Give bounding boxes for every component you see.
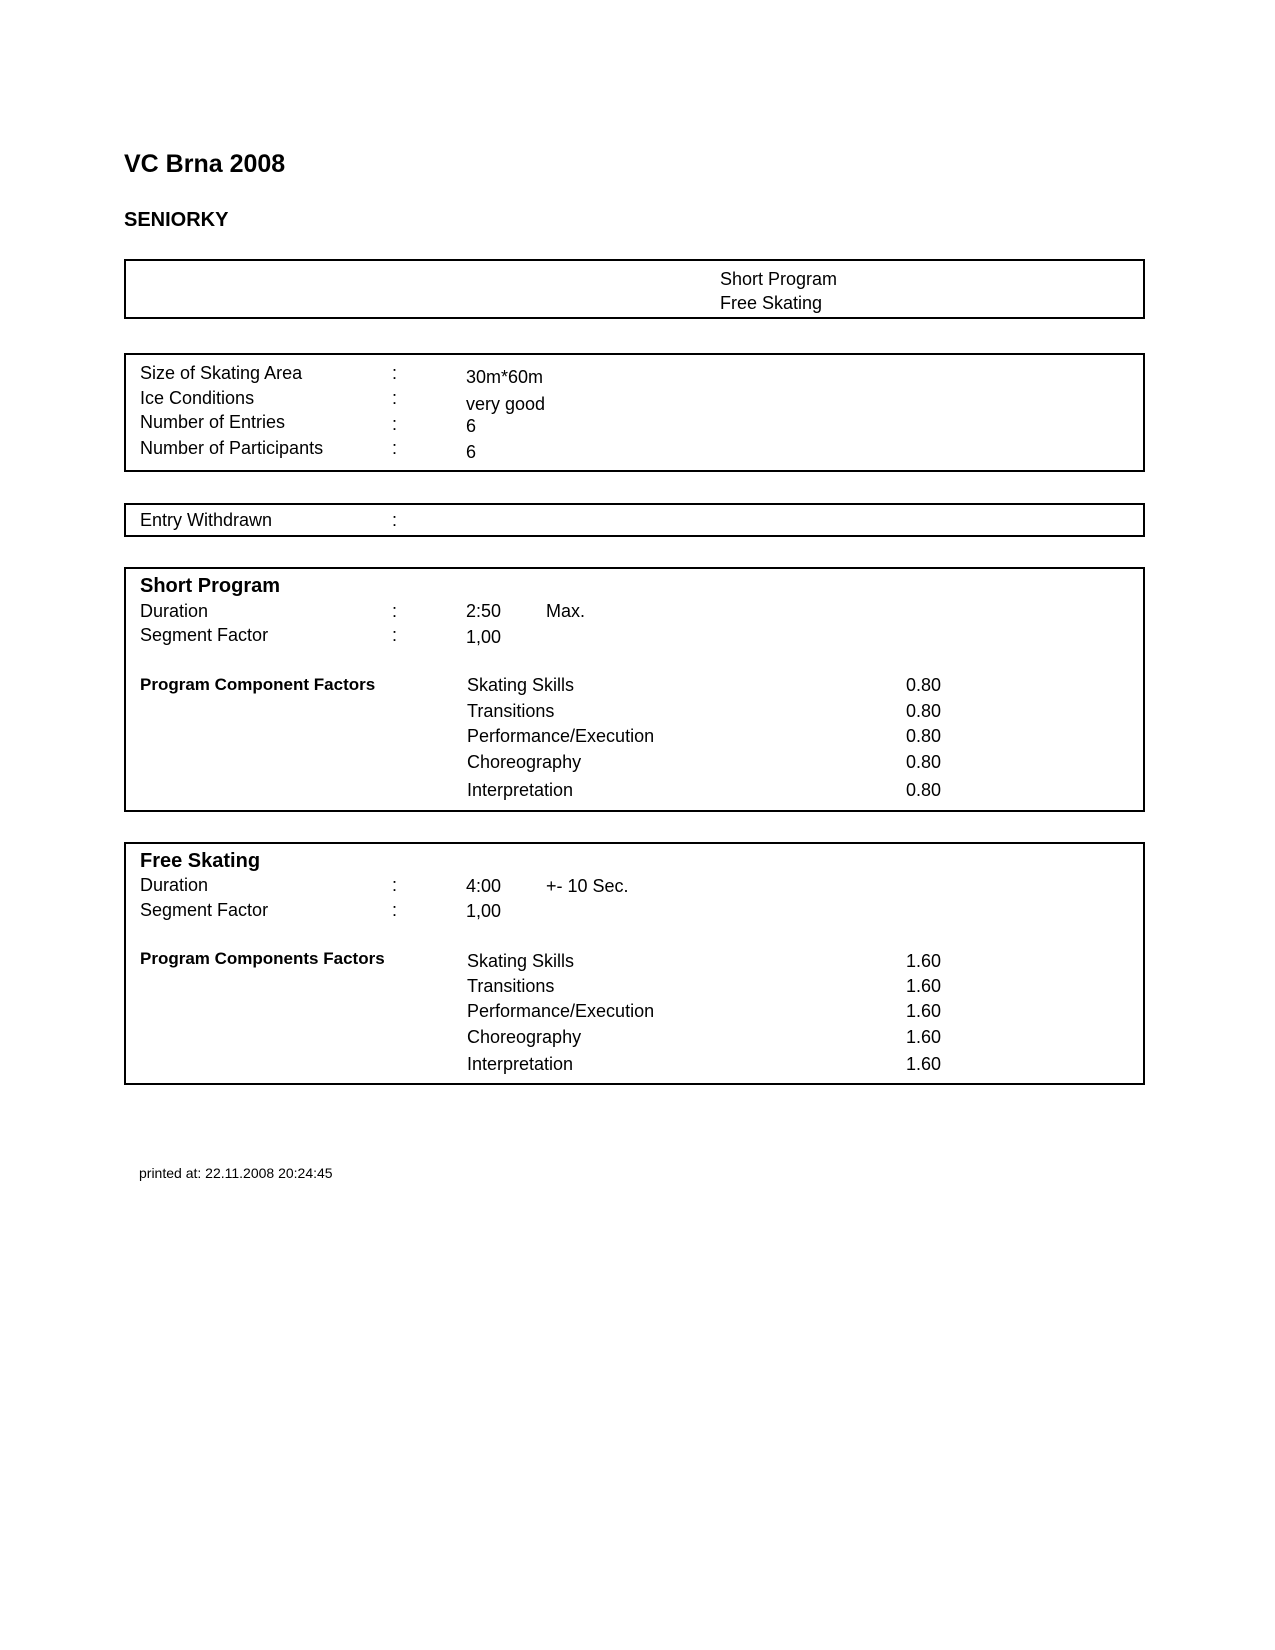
pcf-label: Program Component Factors [140, 675, 376, 694]
component-value: 0.80 [906, 752, 942, 772]
component-value: 1.60 [906, 1054, 942, 1074]
component-value: 0.80 [906, 726, 942, 746]
component-name: Interpretation [467, 1054, 574, 1074]
info-value: very good [466, 394, 546, 414]
duration-sep: : [392, 601, 398, 621]
printed-timestamp: printed at: 22.11.2008 20:24:45 [139, 1165, 333, 1181]
component-value: 0.80 [906, 701, 942, 721]
info-sep: : [392, 388, 398, 408]
info-label: Ice Conditions [140, 388, 255, 408]
info-sep: : [392, 414, 398, 434]
section-title: Short Program [140, 575, 281, 597]
withdrawn-label: Entry Withdrawn [140, 510, 273, 530]
duration-note: Max. [546, 601, 586, 621]
duration-note: +- 10 Sec. [546, 876, 629, 896]
component-value: 1.60 [906, 1001, 942, 1021]
component-name: Interpretation [467, 780, 574, 800]
component-value: 1.60 [906, 1027, 942, 1047]
component-name: Performance/Execution [467, 726, 655, 746]
short-program-box [124, 567, 1145, 812]
withdrawn-sep: : [392, 510, 398, 530]
free-skating-box [124, 842, 1145, 1085]
component-value: 1.60 [906, 976, 942, 996]
info-value: 30m*60m [466, 367, 544, 387]
info-label: Number of Participants [140, 438, 324, 458]
component-name: Choreography [467, 752, 582, 772]
component-value: 0.80 [906, 780, 942, 800]
factor-value: 1,00 [466, 627, 502, 647]
category-title: SENIORKY [124, 209, 229, 231]
component-name: Transitions [467, 976, 555, 996]
info-sep: : [392, 438, 398, 458]
factor-label: Segment Factor [140, 900, 269, 920]
component-value: 0.80 [906, 675, 942, 695]
duration-label: Duration [140, 875, 209, 895]
withdrawn-box [124, 503, 1145, 537]
component-value: 1.60 [906, 951, 942, 971]
info-label: Size of Skating Area [140, 363, 303, 383]
segment-short-program: Short Program [720, 269, 838, 289]
factor-label: Segment Factor [140, 625, 269, 645]
info-label: Number of Entries [140, 412, 286, 432]
component-name: Transitions [467, 701, 555, 721]
factor-value: 1,00 [466, 901, 502, 921]
info-value: 6 [466, 442, 477, 462]
info-box [124, 353, 1145, 472]
component-name: Skating Skills [467, 675, 575, 695]
component-name: Skating Skills [467, 951, 575, 971]
factor-sep: : [392, 625, 398, 645]
duration-value: 2:50 [466, 601, 502, 621]
pcf-label: Program Components Factors [140, 949, 385, 968]
factor-sep: : [392, 900, 398, 920]
info-value: 6 [466, 416, 477, 436]
segments-box [124, 259, 1145, 319]
page-title: VC Brna 2008 [124, 150, 286, 178]
duration-sep: : [392, 875, 398, 895]
info-sep: : [392, 363, 398, 383]
component-name: Performance/Execution [467, 1001, 655, 1021]
section-title: Free Skating [140, 850, 261, 872]
duration-value: 4:00 [466, 876, 502, 896]
segment-free-skating: Free Skating [720, 293, 823, 313]
component-name: Choreography [467, 1027, 582, 1047]
duration-label: Duration [140, 601, 209, 621]
